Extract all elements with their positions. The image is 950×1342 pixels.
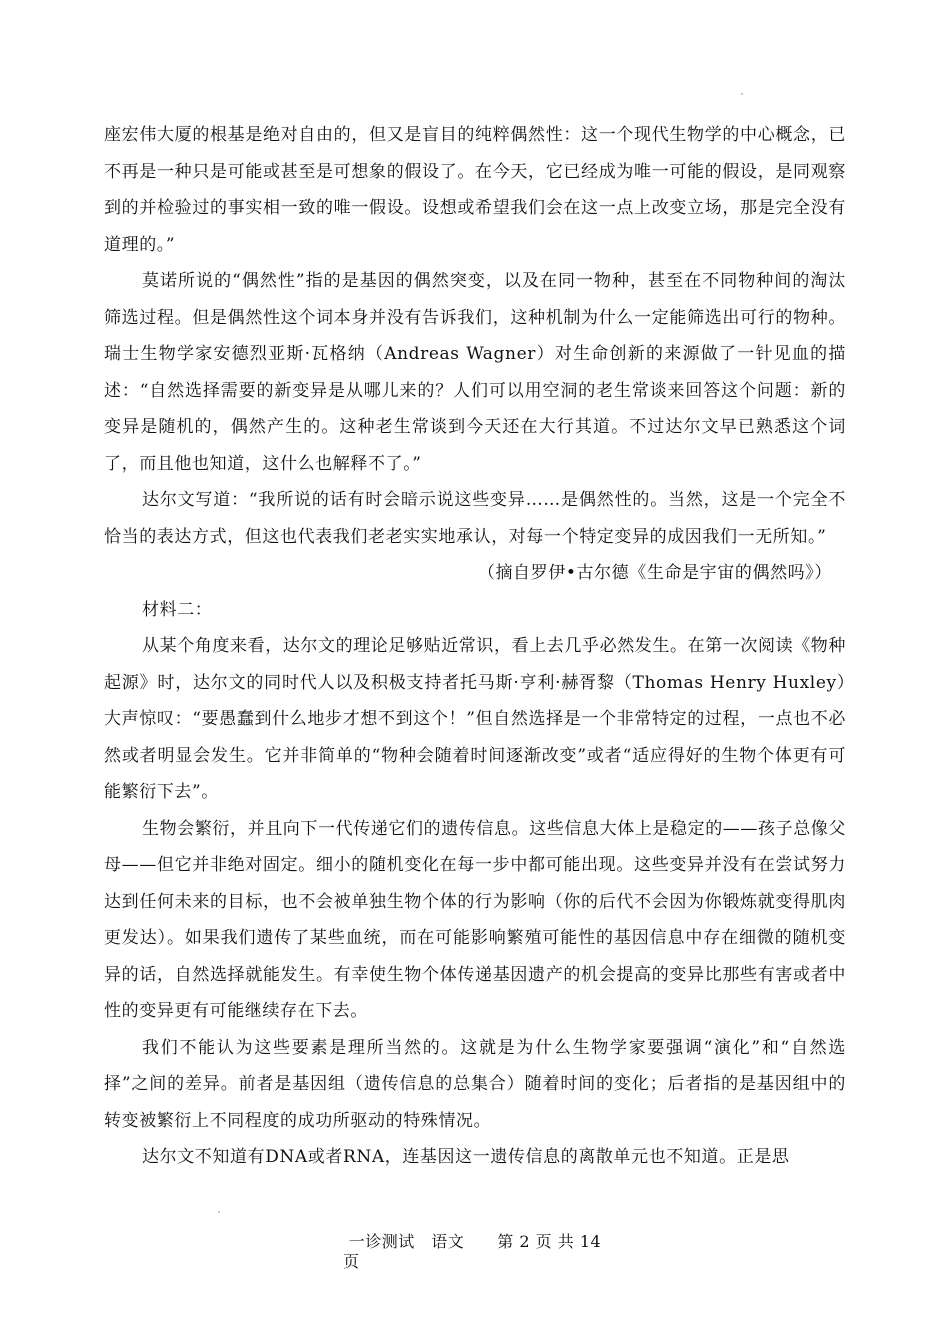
body-text [104, 117, 846, 1176]
section-heading-material-two: 材料二： [142, 599, 213, 620]
paragraph-monod: 莫诺所说的“偶然性”指的是基因的偶然突变，以及在同一物种，甚至在不同物种间的淘汰筛选过程。但是偶然性这个词本身并没有告诉我们，这种机制为什么一定能筛选出可行的物种。瑞士生物学家安德烈亚斯·瓦格纳（Andreas Wagner）对生命创新的来源做了一针见血的描述：“自然选择需要的新变异是从哪儿来的？人们可以用空洞的老生常谈来回答这个问题：新的变异是随机的，偶然产生的。这种老生常谈到今天还在大行其道。不过达尔文早已熟悉这个词了，而且他也知道，这什么也解释不了。” [104, 271, 846, 474]
footer-page-suffix: 页 [343, 1252, 360, 1271]
page-footer [0, 1232, 950, 1272]
paragraph-heredity: 生物会繁衍，并且向下一代传递它们的遗传信息。这些信息大体上是稳定的——孩子总像父母——但它并非绝对固定。细小的随机变化在每一步中都可能出现。这些变异并没有在尝试努力达到任何未来的目标，也不会被单独生物个体的行为影响（你的后代不会因为你锻炼就变得肌肉更发达）。如果我们遗传了某些血统，而在可能影响繁殖可能性的基因信息中存在细微的随机变异的话，自然选择就能发生。有幸使生物个体传递基因遗产的机会提高的变异比那些有害或者中性的变异更有可能继续存在下去。 [104, 818, 846, 1021]
scan-speck [218, 1211, 220, 1213]
paragraph-continued: 座宏伟大厦的根基是绝对自由的，但又是盲目的纯粹偶然性：这一个现代生物学的中心概念，已不再是一种只是可能或甚至是可想象的假设了。在今天，它已经成为唯一可能的假设，是同观察到的并检验过的事实相一致的唯一假设。设想或希望我们会在这一点上改变立场，那是完全没有道理的。” [104, 125, 846, 255]
paragraph-dna: 达尔文不知道有DNA或者RNA，连基因这一遗传信息的离散单元也不知道。正是思 [142, 1147, 790, 1167]
scan-speck [741, 93, 743, 95]
paragraph-evolution-vs-selection: 我们不能认为这些要素是理所当然的。这就是为什么生物学家要强调“演化”和“自然选择”之间的差异。前者是基因组（遗传信息的总集合）随着时间的变化；后者指的是基因组中的转变被繁衍上不同程度的成功所驱动的特殊情况。 [104, 1037, 846, 1131]
paragraph-darwin-quote: 达尔文写道：“我所说的话有时会暗示说这些变异……是偶然性的。当然，这是一个完全不恰当的表达方式，但这也代表我们老老实实地承认，对每一个特定变异的成因我们一无所知。” [104, 490, 846, 547]
source-citation: （摘自罗伊•古尔德《生命是宇宙的偶然吗》） [477, 563, 832, 583]
paragraph-common-sense: 从某个角度来看，达尔文的理论足够贴近常识，看上去几乎必然发生。在第一次阅读《物种起源》时，达尔文的同时代人以及积极支持者托马斯·亨利·赫胥黎（Thomas Henry Huxley）大声惊叹：“要愚蠢到什么地步才想不到这个！”但自然选择是一个非常特定的过程，一点也不必然或者明显会发生。它并非简单的“物种会随着时间逐渐改变”或者“适应得好的生物个体更有可能繁衍下去”。 [104, 636, 846, 802]
footer-page-info: 一诊测试 语文 第 2 页 共 14 [348, 1232, 602, 1251]
